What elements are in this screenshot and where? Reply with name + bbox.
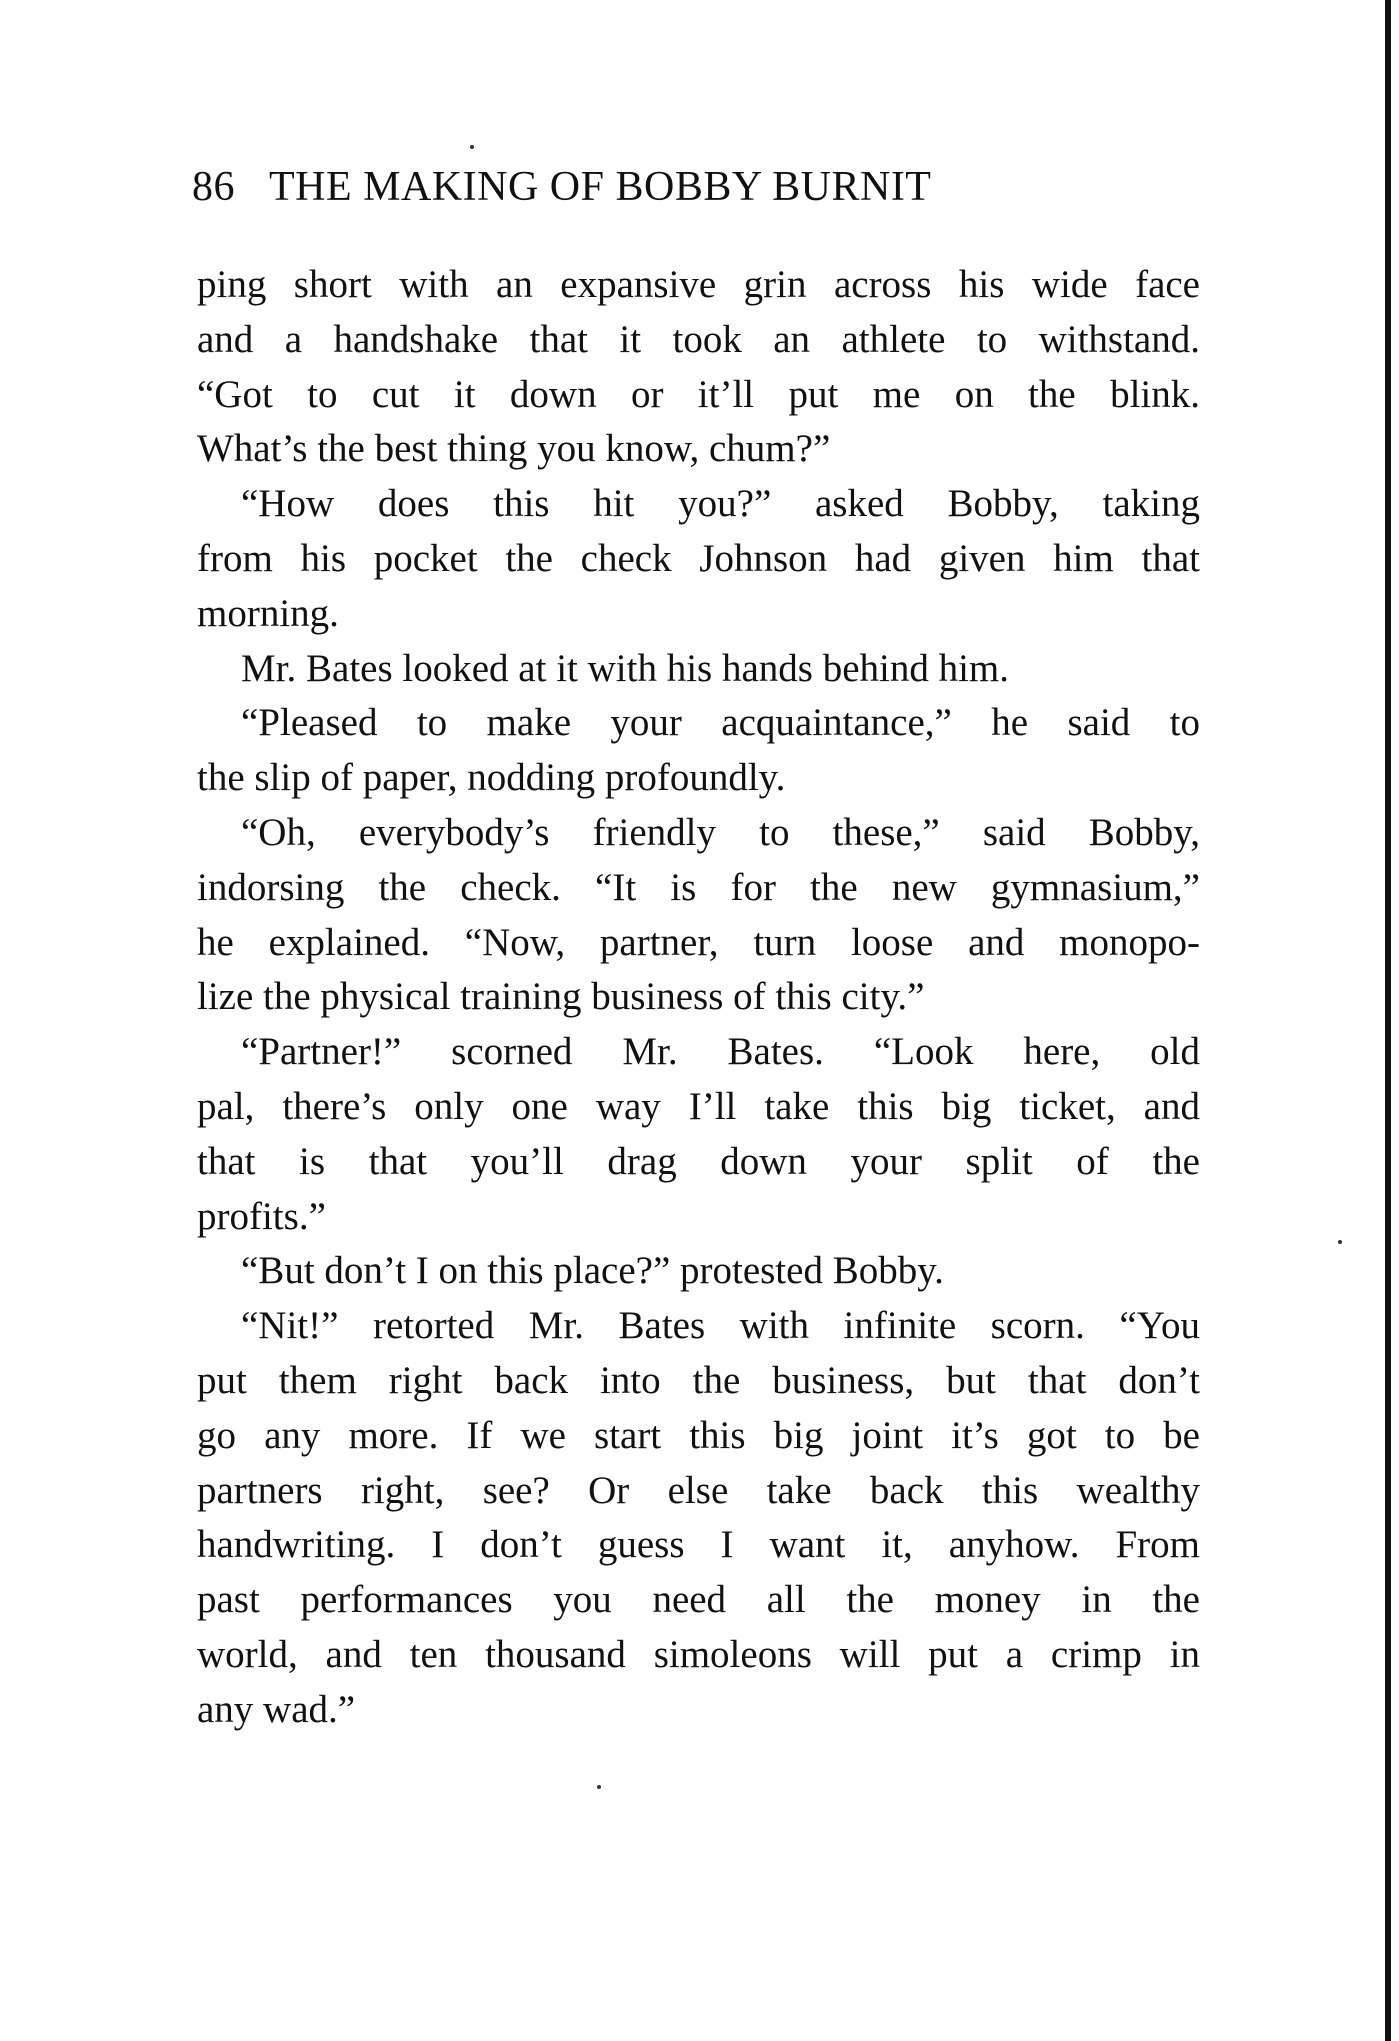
text-line: lize the physical training business of this city.” <box>197 975 925 1019</box>
text-line: “Got to cut it down or it’ll put me on the blink. <box>197 372 1200 416</box>
text-line: “Oh, everybody’s friendly to these,” said Bobby, <box>241 810 1200 854</box>
speck <box>470 145 474 149</box>
text-line: “But don’t I on this place?” protested Bobby. <box>241 1249 944 1293</box>
text-line: morning. <box>197 591 339 635</box>
text-line: the slip of paper, nodding profoundly. <box>197 756 786 800</box>
body-text <box>197 258 1200 1738</box>
text-line: “Partner!” scorned Mr. Bates. “Look here, old <box>241 1030 1200 1074</box>
text-line: past performances you need all the money in the <box>197 1578 1200 1622</box>
text-line: any wad.” <box>197 1687 356 1731</box>
text-line: “How does this hit you?” asked Bobby, taking <box>241 482 1200 526</box>
text-line: What’s the best thing you know, chum?” <box>197 427 831 471</box>
text-line: ping short with an expansive grin across his wide face <box>197 263 1200 306</box>
running-header <box>192 163 931 211</box>
page-edge <box>1385 0 1391 2041</box>
text-line: handwriting. I don’t guess I want it, anyhow. From <box>197 1523 1200 1567</box>
text-line: partners right, see? Or else take back this wealthy <box>197 1468 1200 1512</box>
text-line: “Pleased to make your acquaintance,” he said to <box>241 701 1200 745</box>
text-line: pal, there’s only one way I’ll take this big ticket, and <box>197 1084 1200 1128</box>
text-line: from his pocket the check Johnson had given him that <box>197 536 1200 580</box>
text-line: go any more. If we start this big joint it’s got to be <box>197 1413 1200 1457</box>
text-line: indorsing the check. “It is for the new gymnasium,” <box>197 865 1200 909</box>
text-line: “Nit!” retorted Mr. Bates with infinite scorn. “You <box>241 1304 1200 1348</box>
text-line: world, and ten thousand simoleons will put a crimp in <box>197 1632 1200 1676</box>
text-line: Mr. Bates looked at it with his hands behind him. <box>241 646 1010 690</box>
speck <box>597 1785 601 1789</box>
text-line: and a handshake that it took an athlete to withstand. <box>197 317 1200 361</box>
text-line: put them right back into the business, but that don’t <box>197 1358 1200 1402</box>
text-line: that is that you’ll drag down your split of the <box>197 1139 1200 1183</box>
speck <box>1338 1240 1342 1244</box>
page-number: 86 <box>192 164 235 210</box>
text-line: he explained. “Now, partner, turn loose and monopo- <box>197 920 1200 964</box>
running-title: THE MAKING OF BOBBY BURNIT <box>269 164 932 210</box>
text-line: profits.” <box>197 1194 326 1238</box>
